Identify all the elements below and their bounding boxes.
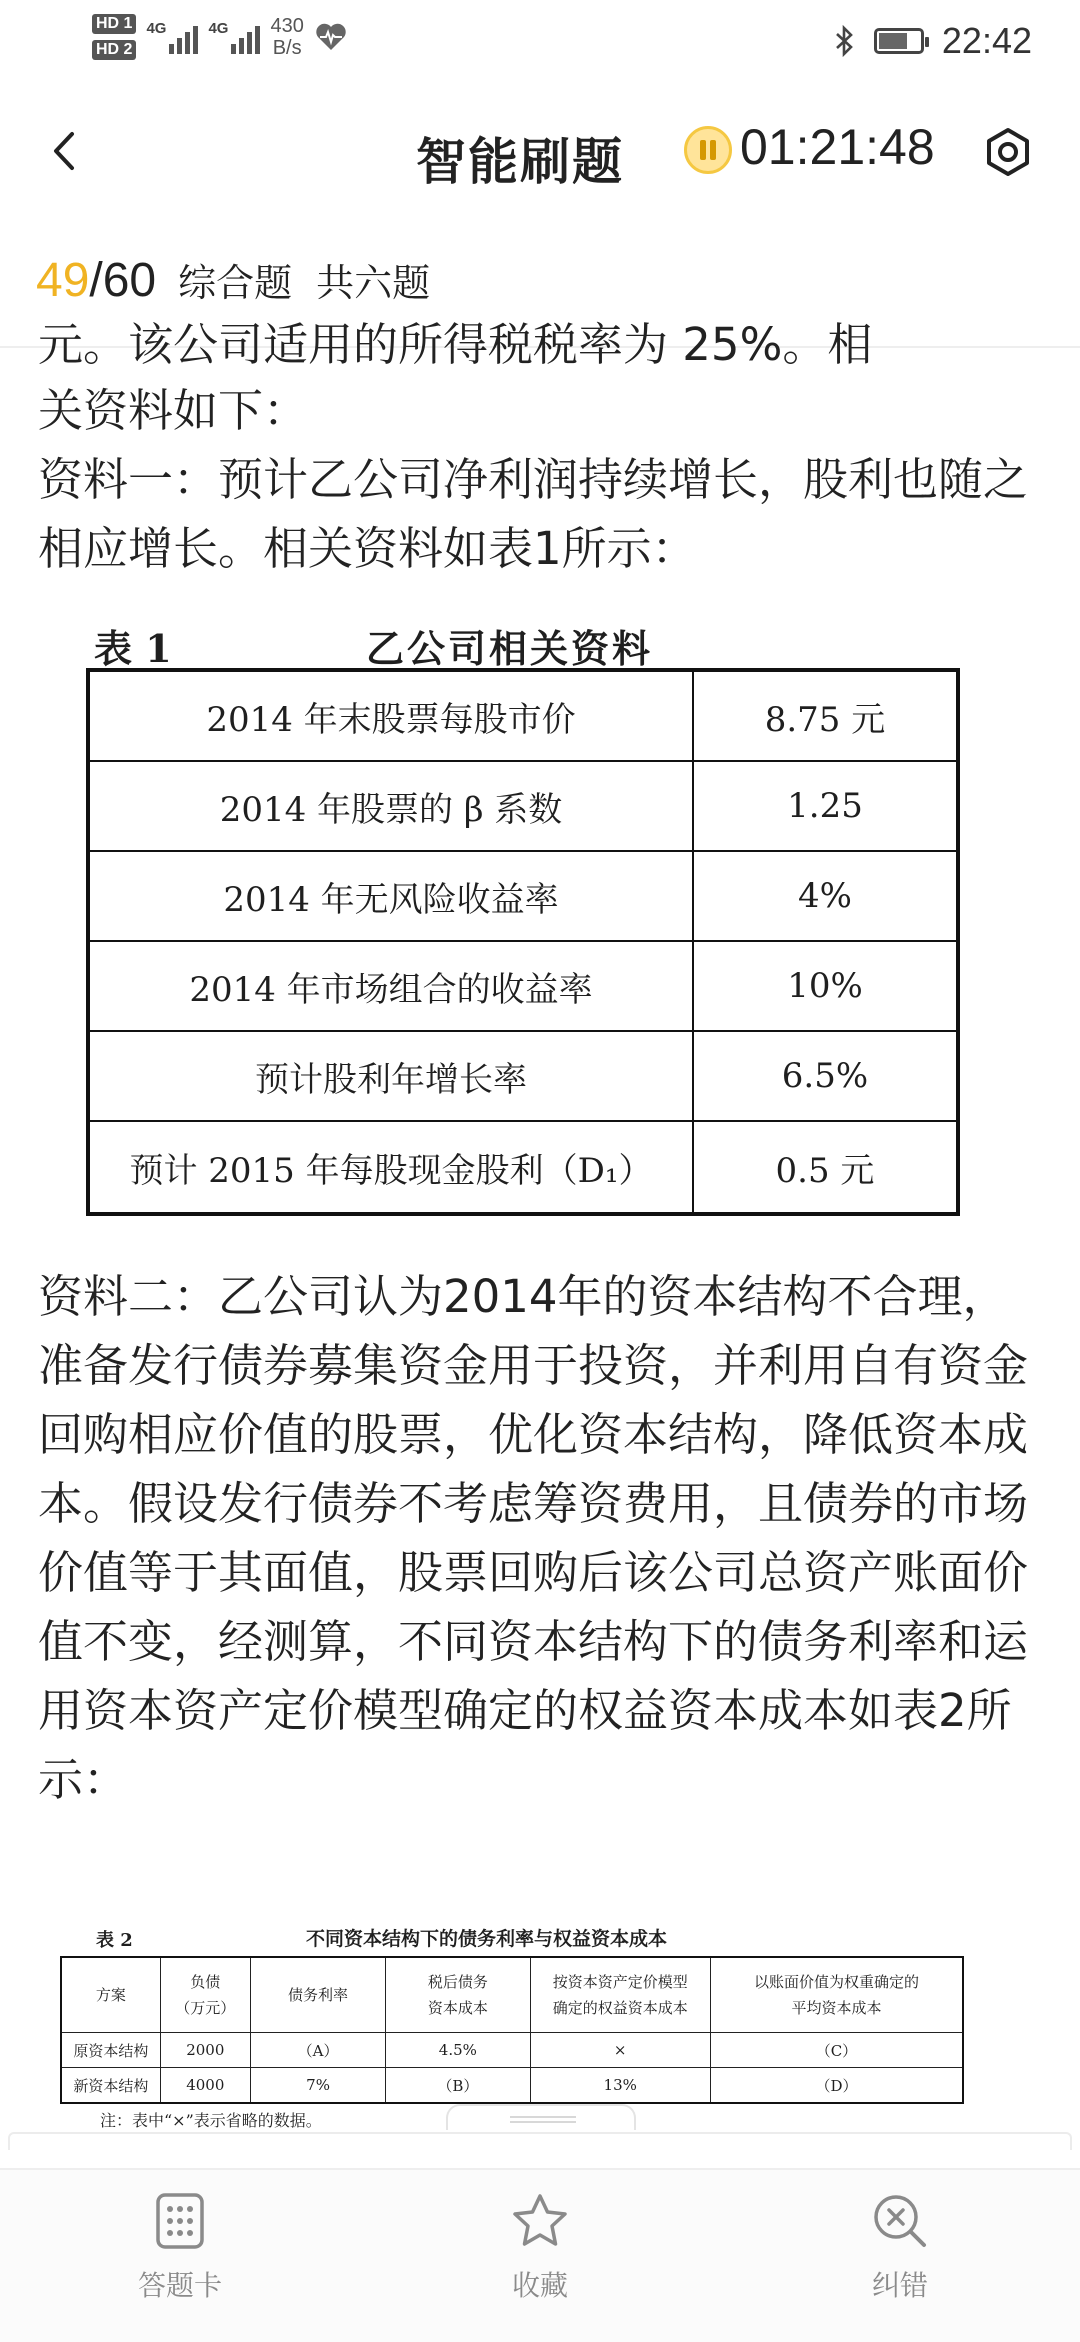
table2-header bbox=[530, 1957, 710, 2033]
table2-note: 注：表中“×”表示省略的数据。 bbox=[100, 2111, 322, 2130]
current-question: 49 bbox=[36, 254, 90, 307]
table1-item: 2014 年市场组合的收益率 bbox=[90, 942, 694, 1030]
total-questions: /60 bbox=[89, 254, 157, 307]
table1-value: 4% bbox=[798, 876, 852, 916]
favorite-button[interactable] bbox=[420, 2192, 660, 2304]
answer-card-icon bbox=[154, 2192, 206, 2250]
drag-handle[interactable] bbox=[446, 2104, 636, 2130]
table1-title: 乙公司相关资料 bbox=[366, 626, 654, 671]
table2 bbox=[60, 1956, 964, 2104]
hd1-badge: HD 1 bbox=[92, 14, 136, 34]
table2-header bbox=[160, 1957, 250, 2033]
speed-value: 430 bbox=[270, 15, 304, 37]
table1-item: 预计股利年增长率 bbox=[90, 1032, 694, 1120]
answer-panel-edge bbox=[8, 2132, 1072, 2150]
table-row bbox=[90, 1122, 956, 1212]
battery-icon bbox=[874, 28, 924, 54]
page-title: 智能刷题 bbox=[416, 133, 624, 191]
report-error-label: 纠错 bbox=[871, 2269, 928, 2302]
bluetooth-icon bbox=[834, 24, 856, 58]
table-row bbox=[90, 762, 956, 852]
table2-header bbox=[386, 1957, 530, 2033]
heart-pulse-icon bbox=[314, 22, 348, 52]
table2-cell: （C） bbox=[710, 2033, 963, 2068]
table1-caption: 表 1 bbox=[94, 626, 172, 671]
settings-icon[interactable] bbox=[982, 126, 1034, 178]
table-row bbox=[90, 672, 956, 762]
table1-value: 10% bbox=[787, 966, 863, 1006]
question-content[interactable] bbox=[0, 318, 1080, 2130]
table2-cell: （D） bbox=[710, 2068, 963, 2104]
signal-1-icon bbox=[146, 20, 198, 54]
bottom-nav bbox=[0, 2168, 1080, 2342]
table2-cell: 原资本结构 bbox=[61, 2033, 160, 2068]
table2-cell: 4.5% bbox=[386, 2033, 530, 2068]
question-type: 综合题 bbox=[178, 261, 293, 305]
table2-header-text: 负债 （万元） bbox=[175, 1973, 236, 2017]
table2-cell: 4000 bbox=[160, 2068, 250, 2104]
hd-indicators bbox=[92, 14, 136, 60]
question-count: 共六题 bbox=[316, 261, 431, 305]
table1-value: 8.75 元 bbox=[764, 699, 886, 740]
table2-cell: 2000 bbox=[160, 2033, 250, 2068]
answer-card-label: 答题卡 bbox=[137, 2269, 222, 2302]
timer: 01:21:48 bbox=[740, 119, 935, 175]
table-row bbox=[90, 852, 956, 942]
table1-value: 6.5% bbox=[781, 1056, 869, 1096]
table2-cell: （B） bbox=[386, 2068, 530, 2104]
error-search-icon bbox=[870, 2192, 930, 2250]
pause-icon[interactable] bbox=[684, 126, 732, 174]
table2-header bbox=[250, 1957, 385, 2033]
table2-header-text: 债务利率 bbox=[288, 1986, 349, 2004]
table-row bbox=[61, 2068, 963, 2104]
status-left bbox=[92, 14, 348, 60]
net2-label: 4G bbox=[208, 20, 229, 37]
table2-header bbox=[61, 1957, 160, 2033]
net1-label: 4G bbox=[146, 20, 167, 37]
battery-fill bbox=[879, 33, 907, 49]
table2-cell: × bbox=[530, 2033, 710, 2068]
table1-value: 0.5 元 bbox=[775, 1150, 875, 1191]
status-bar bbox=[0, 0, 1080, 90]
table2-cell: 7% bbox=[250, 2068, 385, 2104]
status-time: 22:42 bbox=[941, 20, 1032, 61]
table2-header-text: 税后债务 资本成本 bbox=[427, 1973, 488, 2017]
paragraph-cut-off: 元。该公司适用的所得税税率为 25%。相 bbox=[38, 318, 873, 371]
favorite-label: 收藏 bbox=[511, 2269, 568, 2302]
table-row bbox=[90, 1032, 956, 1122]
table-row bbox=[90, 942, 956, 1032]
table1-value: 1.25 bbox=[787, 786, 863, 826]
table2-cell: （A） bbox=[250, 2033, 385, 2068]
table1-item: 2014 年无风险收益率 bbox=[90, 852, 694, 940]
table1-item: 2014 年末股票每股市价 bbox=[90, 672, 694, 760]
table2-header-text: 以账面价值为权重确定的 平均资本成本 bbox=[753, 1973, 919, 2017]
signal-2-icon bbox=[208, 20, 260, 54]
table2-cell: 13% bbox=[530, 2068, 710, 2104]
table-header-row bbox=[61, 1957, 963, 2033]
table2-header-text: 方案 bbox=[95, 1986, 126, 2004]
header bbox=[0, 90, 1080, 210]
answer-card-button[interactable] bbox=[60, 2192, 300, 2304]
table2-header bbox=[710, 1957, 963, 2033]
paragraph-material-2: 资料二：乙公司认为2014年的资本结构不合理，准备发行债券募集资金用于投资，并利用自有资金回购相应价值的股票，优化资本结构，降低资本成本。假设发行债券不考虑筹资费用，且债券的市场价值等于其面值，股票回购后该公司总资产账面价值不变，经测算，不同资本结构下的债务利率和运用资本资产定价模型确定的权益资本成本如表2所示： bbox=[38, 1270, 1029, 1806]
table2-cell: 新资本结构 bbox=[61, 2068, 160, 2104]
table2-header-text: 按资本资产定价模型 确定的权益资本成本 bbox=[552, 1973, 688, 2017]
table1-item: 2014 年股票的 β 系数 bbox=[90, 762, 694, 850]
hd2-badge: HD 2 bbox=[92, 40, 136, 60]
report-error-button[interactable] bbox=[780, 2192, 1020, 2304]
paragraph-material-1: 资料一：预计乙公司净利润持续增长，股利也随之相应增长。相关资料如表1所示： bbox=[38, 453, 1029, 575]
network-speed bbox=[270, 15, 303, 59]
status-right bbox=[834, 20, 1032, 62]
speed-unit: B/s bbox=[272, 37, 302, 59]
table2-caption: 表 2 bbox=[96, 1930, 133, 1951]
table1 bbox=[86, 668, 960, 1216]
table1-item: 预计 2015 年每股现金股利（D₁） bbox=[90, 1122, 694, 1212]
table2-title: 不同资本结构下的债务利率与权益资本成本 bbox=[306, 1928, 668, 1950]
paragraph-intro: 关资料如下： bbox=[38, 384, 309, 437]
star-icon bbox=[510, 2192, 570, 2250]
table-row bbox=[61, 2033, 963, 2068]
